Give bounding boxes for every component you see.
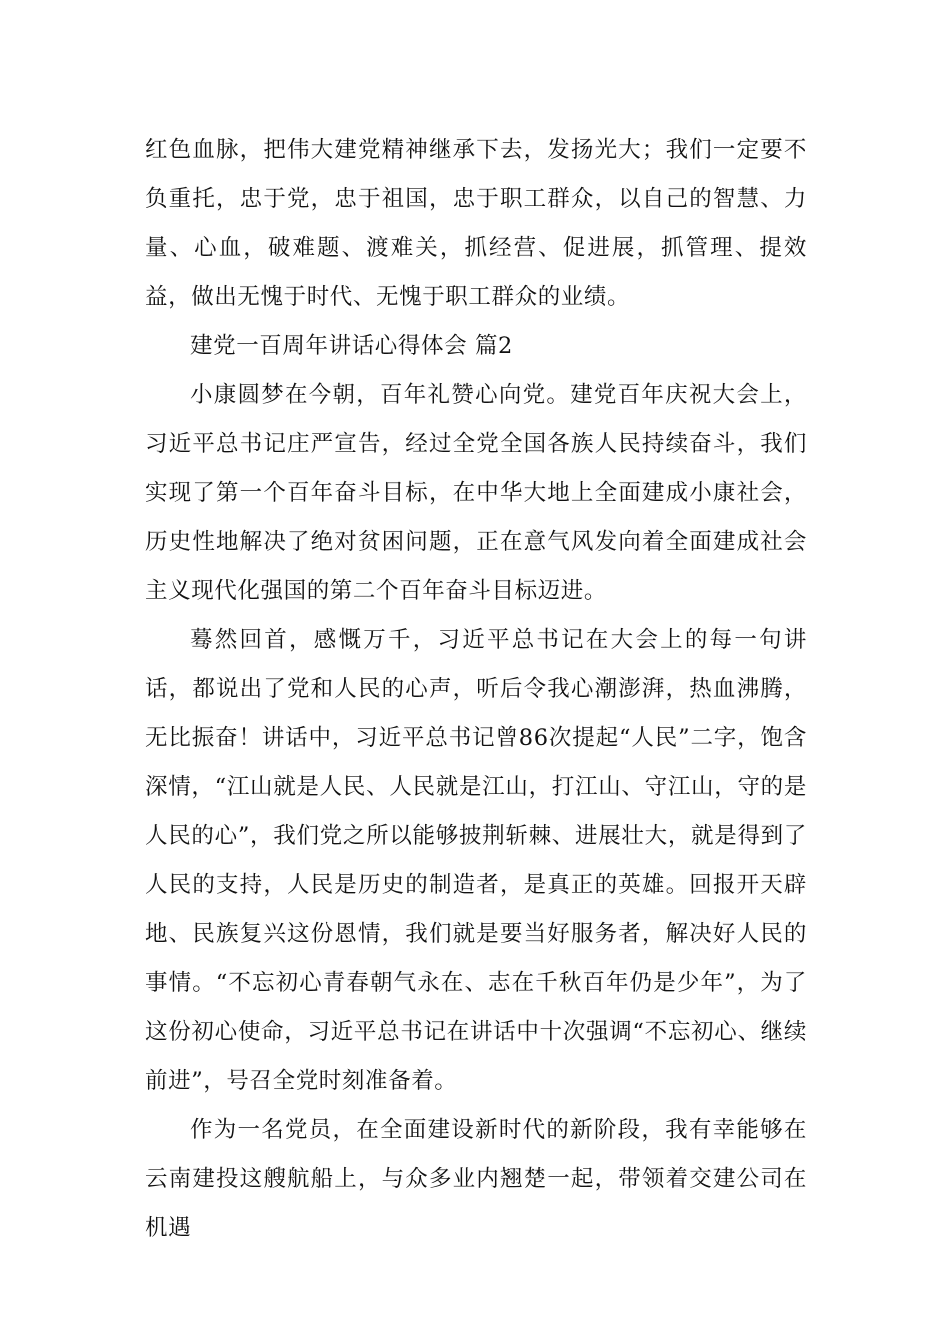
paragraph: 蓦然回首，感慨万千，习近平总书记在大会上的每一句讲话，都说出了党和人民的心声，听后令我心潮澎湃，热血沸腾，无比振奋！讲话中，习近平总书记曾86次提起“人民”二字，饱含深情，“江山就是人民、人民就是江山，打江山、守江山，守的是人民的心”，我们党之所以能够披荆斩棘、进展壮大，就是得到了人民的支持，人民是历史的制造者，是真正的英雄。回报开天辟地、民族复兴这份恩情，我们就是要当好服务者，解决好人民的事情。“不忘初心青春朝气永在、志在千秋百年仍是少年”，为了这份初心使命，习近平总书记在讲话中十次强调“不忘初心、继续前进”，号召全党时刻准备着。 xyxy=(145,627,807,1094)
document-body xyxy=(145,126,807,1253)
section-heading: 建党一百周年讲话心得体会 篇2 xyxy=(190,333,513,359)
paragraph: 作为一名党员，在全面建设新时代的新阶段，我有幸能够在云南建投这艘航船上，与众多业内翘楚一起，带领着交建公司在机遇 xyxy=(145,1117,807,1241)
paragraph-continuation: 红色血脉，把伟大建党精神继承下去，发扬光大；我们一定要不负重托，忠于党，忠于祖国，忠于职工群众，以自己的智慧、力量、心血，破难题、渡难关，抓经营、促进展，抓管理、提效益，做出无愧于时代、无愧于职工群众的业绩。 xyxy=(145,137,807,310)
paragraph: 小康圆梦在今朝，百年礼赞心向党。建党百年庆祝大会上，习近平总书记庄严宣告，经过全党全国各族人民持续奋斗，我们实现了第一个百年奋斗目标，在中华大地上全面建成小康社会，历史性地解决了绝对贫困问题，正在意气风发向着全面建成社会主义现代化强国的第二个百年奋斗目标迈进。 xyxy=(145,382,807,604)
